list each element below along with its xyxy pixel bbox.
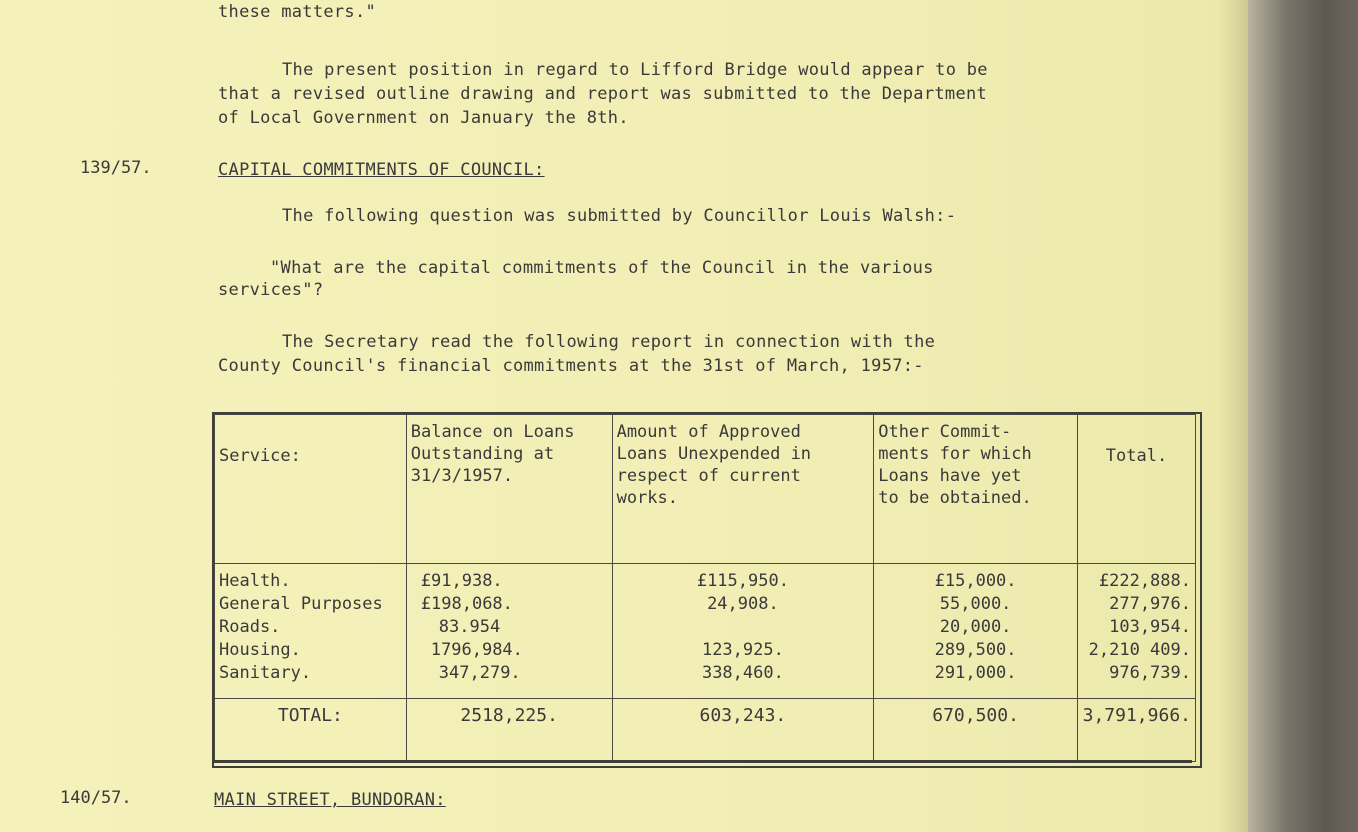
other-cell: 289,500. [934,640,1017,660]
service-cell: Roads. [219,617,281,637]
question-intro: The following question was submitted by Councillor Louis Walsh:- [282,206,957,226]
minute-number: 139/57. [80,158,152,178]
totals-balance: 2518,225. [406,699,612,762]
total-cell: 103,954. [1109,617,1191,637]
commitments-table [214,414,1196,762]
header-approved: Amount of Approved Loans Unexpended in respect of current works. [612,415,874,564]
total-cell: 277,976. [1109,594,1191,614]
service-cell: Health. [219,571,291,591]
totals-label: TOTAL: [215,699,407,762]
balance-cell: 83.954 [438,617,501,637]
balance-cell: £198,068. [420,594,513,614]
top-fragment: these matters." [218,2,377,22]
lifford-line-1: The present position in regard to Lifford Bridge would appear to be [282,60,988,80]
totals-total: 3,791,966. [1077,699,1195,762]
lifford-line-3: of Local Government on January the 8th. [218,108,629,128]
approved-cell: 24,908. [707,594,779,614]
total-column [1077,564,1195,699]
section-heading: CAPITAL COMMITMENTS OF COUNCIL: [218,160,545,180]
header-total: Total. [1077,415,1195,564]
service-column [215,564,407,699]
header-other: Other Commit- ments for which Loans have yet to be obtained. [874,415,1078,564]
next-section-heading: MAIN STREET, BUNDORAN: [214,790,446,810]
other-cell: 55,000. [939,594,1012,614]
service-cell: General Purposes [219,594,383,614]
other-cell: £15,000. [934,571,1017,591]
approved-cell [617,616,870,639]
other-cell: 291,000. [934,663,1017,683]
balance-cell: 1796,984. [430,640,523,660]
approved-column [612,564,874,699]
totals-row [215,699,1196,762]
report-intro-line-1: The Secretary read the following report in connection with the [282,332,936,352]
balance-cell: £91,938. [420,571,503,591]
lifford-line-2: that a revised outline drawing and report was submitted to the Department [218,84,988,104]
approved-cell: 338,460. [701,663,784,683]
approved-cell: 123,925. [701,640,784,660]
report-intro-line-2: County Council's financial commitments at the 31st of March, 1957:- [218,356,924,376]
approved-cell: £115,950. [696,571,789,591]
totals-approved: 603,243. [612,699,874,762]
question-line-2: services"? [218,280,324,300]
total-cell: 976,739. [1109,663,1191,683]
other-cell: 20,000. [939,617,1012,637]
header-balance: Balance on Loans Outstanding at 31/3/1957. [406,415,612,564]
header-service: Service: [215,415,407,564]
minute-number-next: 140/57. [60,788,132,808]
table-rule [214,760,1192,763]
question-line-1: "What are the capital commitments of the Council in the various [270,258,934,278]
table-header-row [215,415,1196,564]
balance-cell: 347,279. [438,663,521,683]
service-cell: Housing. [219,640,301,660]
page-shadow [1218,0,1248,832]
total-cell: £222,888. [1098,571,1191,591]
service-cell: Sanitary. [219,663,312,683]
total-cell: 2,210 409. [1088,640,1191,660]
other-column [874,564,1078,699]
balance-column [406,564,612,699]
book-binding [1248,0,1358,832]
totals-other: 670,500. [874,699,1078,762]
table-row [215,564,1196,699]
